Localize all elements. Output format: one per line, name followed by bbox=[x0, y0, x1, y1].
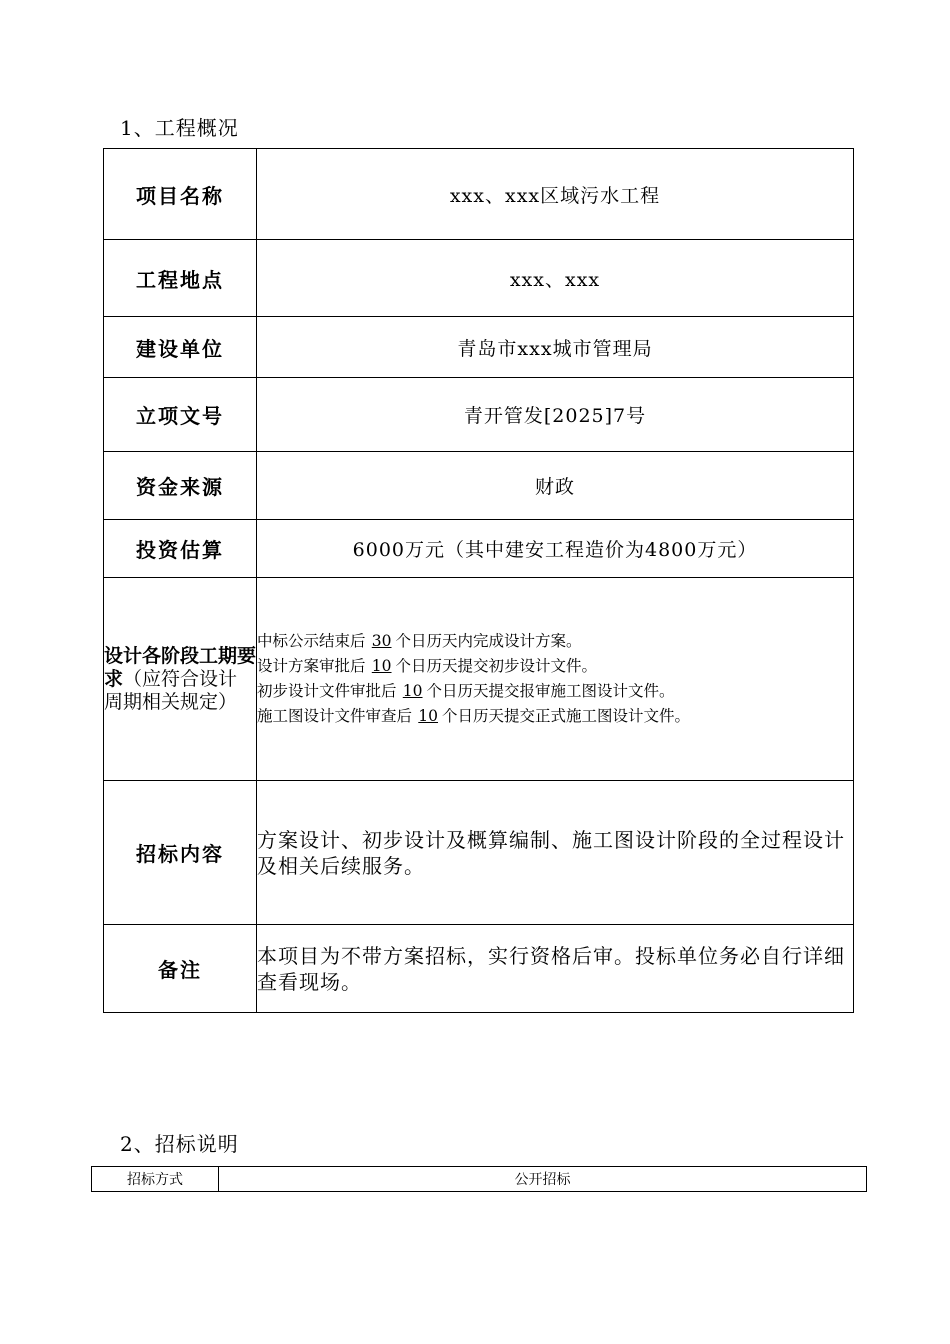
fund-source-value: 财政 bbox=[257, 452, 854, 520]
owner-label: 建设单位 bbox=[104, 317, 257, 378]
row-approval-no bbox=[104, 378, 854, 452]
row-owner bbox=[104, 317, 854, 378]
stage-1-days: 30 bbox=[371, 632, 392, 650]
design-period-label bbox=[104, 578, 257, 781]
investment-label: 投资估算 bbox=[104, 520, 257, 578]
remarks-label: 备注 bbox=[104, 925, 257, 1013]
row-investment bbox=[104, 520, 854, 578]
remarks-value: 本项目为不带方案招标，实行资格后审。投标单位务必自行详细查看现场。 bbox=[257, 925, 854, 1013]
design-stage-line bbox=[257, 629, 853, 654]
tender-method-label: 招标方式 bbox=[92, 1167, 219, 1192]
project-name-label: 项目名称 bbox=[104, 149, 257, 240]
design-stage-line bbox=[257, 704, 853, 729]
scope-label: 招标内容 bbox=[104, 781, 257, 925]
stage-2-text-end: 个日历天提交初步设计文件。 bbox=[395, 657, 598, 675]
row-project-name bbox=[104, 149, 854, 240]
stage-3-days: 10 bbox=[402, 682, 423, 700]
stage-4-text-end: 个日历天提交正式施工图设计文件。 bbox=[442, 707, 691, 725]
stage-2-text: 设计方案审批后 bbox=[257, 657, 366, 675]
stage-3-text: 初步设计文件审批后 bbox=[257, 682, 397, 700]
design-stage-line bbox=[257, 654, 853, 679]
location-label: 工程地点 bbox=[104, 240, 257, 317]
design-period-label-note: （应符合设计周期相关规定） bbox=[104, 667, 238, 713]
row-remarks bbox=[104, 925, 854, 1013]
section-1-title: 1、工程概况 bbox=[120, 116, 239, 140]
tender-method-value: 公开招标 bbox=[219, 1167, 867, 1192]
stage-4-text: 施工图设计文件审查后 bbox=[257, 707, 413, 725]
design-stage-line bbox=[257, 679, 853, 704]
investment-value: 6000万元（其中建安工程造价为4800万元） bbox=[257, 520, 854, 578]
row-design-period bbox=[104, 578, 854, 781]
row-location bbox=[104, 240, 854, 317]
stage-1-text-end: 个日历天内完成设计方案。 bbox=[395, 632, 582, 650]
stage-4-days: 10 bbox=[418, 707, 439, 725]
approval-no-value: 青开管发[2025]7号 bbox=[257, 378, 854, 452]
section-2-title: 2、招标说明 bbox=[120, 1132, 239, 1156]
stage-1-text: 中标公示结束后 bbox=[257, 632, 366, 650]
project-overview-table bbox=[103, 148, 854, 1013]
row-fund-source bbox=[104, 452, 854, 520]
tender-info-table bbox=[91, 1166, 867, 1192]
design-period-value bbox=[257, 578, 854, 781]
design-period-label-bold: 设计各阶段工期要求 bbox=[104, 644, 257, 690]
fund-source-label: 资金来源 bbox=[104, 452, 257, 520]
location-value: xxx、xxx bbox=[257, 240, 854, 317]
stage-3-text-end: 个日历天提交报审施工图设计文件。 bbox=[426, 682, 675, 700]
row-tender-method bbox=[92, 1167, 867, 1192]
stage-2-days: 10 bbox=[371, 657, 392, 675]
project-name-value: xxx、xxx区域污水工程 bbox=[257, 149, 854, 240]
owner-value: 青岛市xxx城市管理局 bbox=[257, 317, 854, 378]
scope-value: 方案设计、初步设计及概算编制、施工图设计阶段的全过程设计及相关后续服务。 bbox=[257, 781, 854, 925]
approval-no-label: 立项文号 bbox=[104, 378, 257, 452]
row-scope bbox=[104, 781, 854, 925]
